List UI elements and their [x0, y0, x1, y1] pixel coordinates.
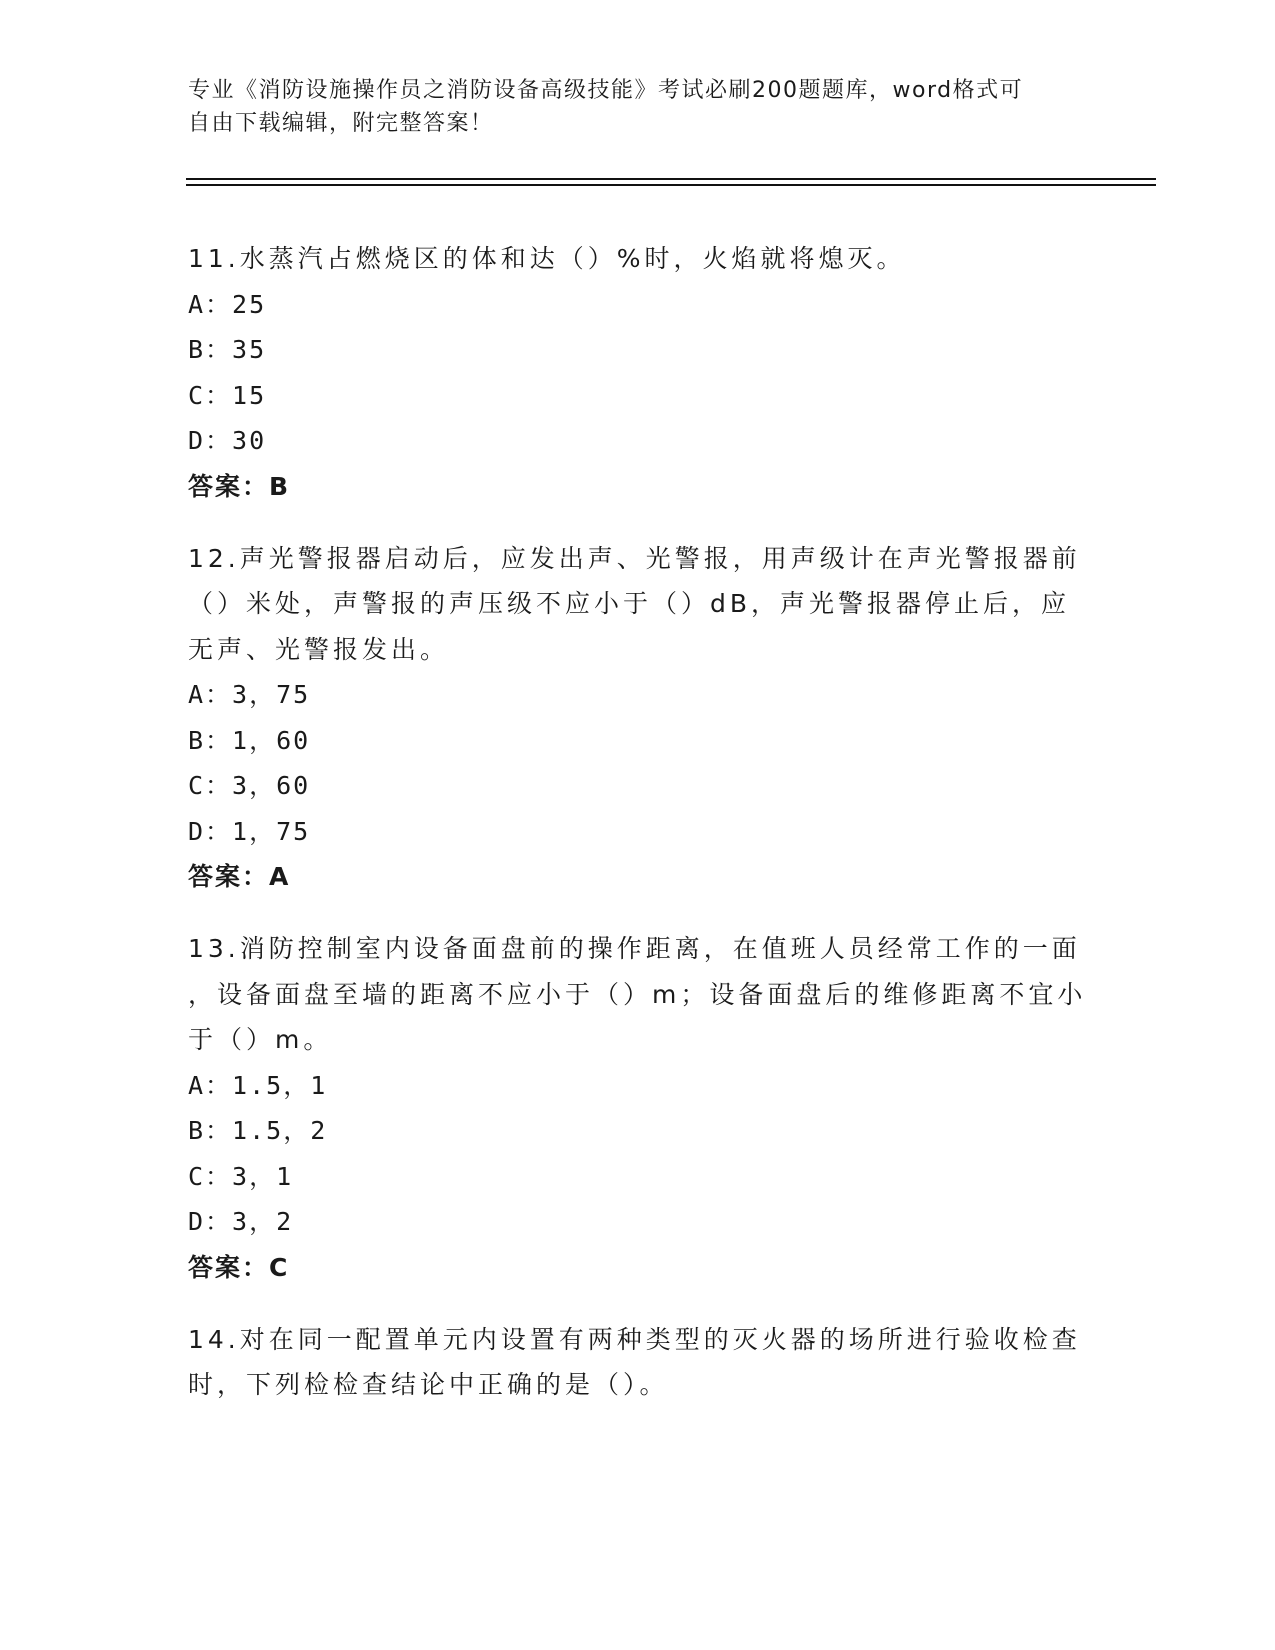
answer-text: 答案：B — [188, 471, 291, 501]
question-item — [188, 1317, 1088, 1408]
document-header — [188, 74, 1068, 140]
question-text: （）米处，声警报的声压级不应小于（）dB，声光警报器停止后，应 — [188, 589, 1071, 618]
option-c: C：3，60 — [188, 771, 311, 800]
answer-text: 答案：A — [188, 862, 291, 891]
option-d: D：30 — [188, 426, 267, 455]
header-line: 专业《消防设施操作员之消防设备高级技能》考试必刷200题题库，word格式可 — [188, 78, 1024, 103]
answer-text: 答案：C — [188, 1252, 290, 1282]
header-line: 自由下载编辑，附完整答案！ — [188, 111, 494, 136]
question-text: 时，下列检检查结论中正确的是（）。 — [188, 1370, 669, 1399]
option-d: D：1，75 — [188, 816, 311, 846]
question-text: 11.水蒸汽占燃烧区的体和达（）%时，火焰就将熄灭。 — [188, 244, 906, 273]
option-c: C：3，1 — [188, 1161, 294, 1191]
option-d: D：3，2 — [188, 1207, 294, 1236]
option-a: A：1.5，1 — [188, 1070, 328, 1100]
question-list — [188, 236, 1088, 1435]
option-b: B：1.5，2 — [188, 1116, 328, 1145]
header-rule-top — [186, 178, 1156, 180]
question-item — [188, 236, 1088, 509]
question-item — [188, 926, 1088, 1290]
option-a: A：3，75 — [188, 680, 311, 709]
question-text: 12.声光警报器启动后，应发出声、光警报，用声级计在声光警报器前 — [188, 543, 1081, 573]
question-text: 于（）m。 — [188, 1025, 333, 1054]
header-rule-bottom — [186, 184, 1156, 186]
question-text: 13.消防控制室内设备面盘前的操作距离，在值班人员经常工作的一面 — [188, 934, 1081, 963]
question-text: ，设备面盘至墙的距离不应小于（）m；设备面盘后的维修距离不宜小 — [188, 979, 1087, 1009]
option-c: C：15 — [188, 380, 267, 410]
option-a: A：25 — [188, 289, 267, 319]
option-b: B：1，60 — [188, 725, 311, 755]
question-text: 无声、光警报发出。 — [188, 634, 450, 664]
option-b: B：35 — [188, 335, 267, 364]
question-item — [188, 536, 1088, 900]
question-text: 14.对在同一配置单元内设置有两种类型的灭火器的场所进行验收检查 — [188, 1324, 1081, 1354]
